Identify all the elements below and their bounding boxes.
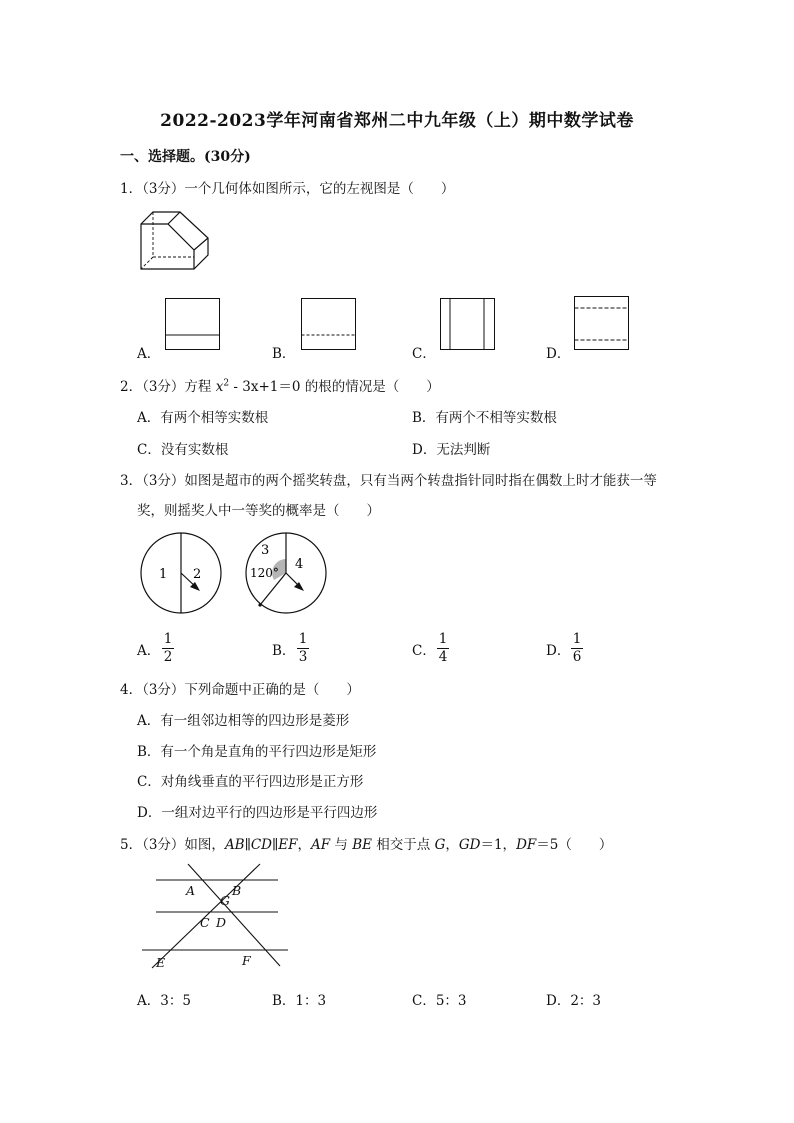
q3-wheel-1-label-left: 1 <box>159 567 168 582</box>
q3-option-c-fraction: 1 4 <box>438 631 448 665</box>
q5-label-b: B <box>232 883 242 898</box>
q2-option-c[interactable]: C．没有实数根 <box>137 442 229 458</box>
q1-option-b-figure <box>301 298 357 352</box>
section-heading: 一、选择题。(30分) <box>120 149 251 165</box>
q4-option-a[interactable]: A．有一组邻边相等的四边形是菱形 <box>137 713 350 729</box>
question-3-stem-line2: 奖，则摇奖人中一等奖的概率是（ ） <box>137 503 380 519</box>
q1-option-a-label[interactable]: A． <box>137 346 161 362</box>
question-4-stem: 4．（3分）下列命题中正确的是（ ） <box>120 682 360 698</box>
q5-label-f: F <box>242 953 251 968</box>
q3-wheel-2-angle: 120° <box>250 566 279 580</box>
q1-option-c-figure <box>440 298 496 352</box>
q5-option-d[interactable]: D．2：3 <box>546 993 602 1009</box>
q3-option-b-label[interactable]: B． <box>272 643 296 659</box>
q5-label-g: G <box>220 893 230 908</box>
question-1-stem: 1．（3分）一个几何体如图所示，它的左视图是（ ） <box>120 181 455 197</box>
q3-option-c-label[interactable]: C． <box>412 643 436 659</box>
q3-wheel-2 <box>243 532 329 616</box>
q1-option-d-figure <box>574 296 630 352</box>
q5-option-b[interactable]: B．1：3 <box>272 993 327 1009</box>
q5-parallel-lines-figure <box>138 862 298 974</box>
question-2-stem: 2．（3分）方程 $x^2 - 3x+1=0$ 的根的情况是（ ） <box>120 378 440 395</box>
q3-wheel-2-label-right: 4 <box>295 557 304 572</box>
q5-option-a[interactable]: A．3：5 <box>137 993 191 1009</box>
question-5-stem: 5．（3分）如图，AB∥CD∥EF，AF 与 BE 相交于点 G，GD＝1，DF＝5（ ） <box>120 837 613 853</box>
q1-option-a-figure <box>165 298 221 352</box>
q4-option-c[interactable]: C．对角线垂直的平行四边形是正方形 <box>137 774 364 790</box>
q3-wheel-1-label-right: 2 <box>193 567 202 582</box>
q1-solid-figure <box>138 210 218 275</box>
q5-label-a: A <box>186 883 196 898</box>
q5-label-d: D <box>216 915 227 930</box>
q3-option-d-fraction: 1 6 <box>572 631 582 665</box>
q2-option-a[interactable]: A．有两个相等实数根 <box>137 410 269 426</box>
q3-option-a-label[interactable]: A． <box>137 643 161 659</box>
q3-wheel-2-label-top: 3 <box>261 543 270 558</box>
page-title: 2022-2023学年河南省郑州二中九年级（上）期中数学试卷 <box>160 111 634 131</box>
q3-wheel-1 <box>140 532 224 616</box>
q1-option-c-label[interactable]: C． <box>412 346 436 362</box>
q1-option-b-label[interactable]: B． <box>272 346 296 362</box>
q5-option-c[interactable]: C．5：3 <box>412 993 467 1009</box>
q3-option-b-fraction: 1 3 <box>298 631 308 665</box>
q2-option-b[interactable]: B．有两个不相等实数根 <box>412 410 557 426</box>
q4-option-d[interactable]: D．一组对边平行的四边形是平行四边形 <box>137 805 378 821</box>
q3-option-d-label[interactable]: D． <box>546 643 571 659</box>
question-3-stem-line1: 3．（3分）如图是超市的两个摇奖转盘，只有当两个转盘指针同时指在偶数上时才能获一等 <box>120 473 657 489</box>
q4-option-b[interactable]: B．有一个角是直角的平行四边形是矩形 <box>137 744 377 760</box>
q5-label-e: E <box>156 955 166 970</box>
q2-option-d[interactable]: D．无法判断 <box>412 442 491 458</box>
q1-option-d-label[interactable]: D． <box>546 346 571 362</box>
q5-label-c: C <box>200 915 210 930</box>
q3-option-a-fraction: 1 2 <box>163 631 173 665</box>
